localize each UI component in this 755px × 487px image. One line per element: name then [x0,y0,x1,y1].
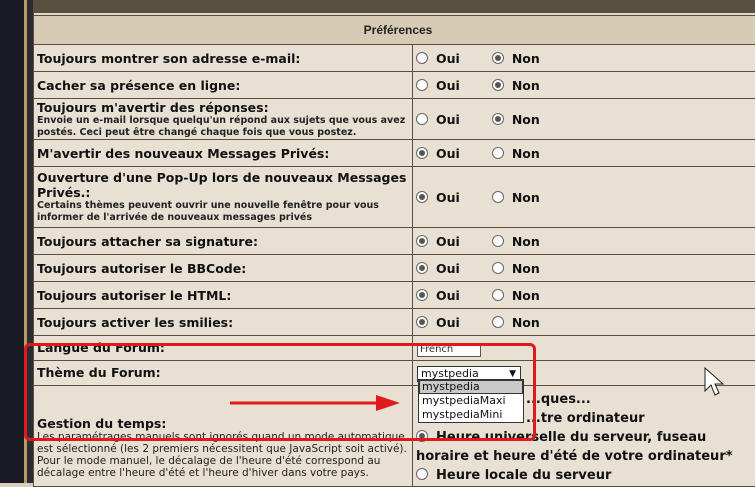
oui-radio[interactable] [416,262,428,274]
oui-label: Oui [436,287,460,303]
time-description: Les paramétrages manuels sont ignorés quand un mode automatique est sélectionné (les 2 premiers nécessitent que JavaScript soit activé). Pour le mode manuel, le décalage de l'heure d'été correspond au décalage entre l'heure d'été et l'heure d'hiver dans votre pays. [37,431,407,479]
oui-label: Oui [436,233,460,249]
non-radio[interactable] [492,235,504,247]
oui-label: Oui [436,260,460,276]
language-select[interactable]: French [417,343,481,357]
non-radio[interactable] [492,262,504,274]
non-label: Non [511,233,540,249]
preference-label: Toujours autoriser le HTML: [37,287,232,303]
time-option-3[interactable]: Heure universelle du serveur, fuseau horaire et heure d'été de votre ordinateur* [416,430,733,464]
preference-row [34,228,755,254]
non-label: Non [511,111,540,127]
oui-label: Oui [436,77,460,93]
preference-label: Toujours activer les smilies: [37,314,234,330]
time-option-1: ...ques... [526,392,591,407]
time-option-4-radio[interactable] [416,468,428,480]
preference-row [34,45,755,71]
annotation-arrow-icon [230,392,410,414]
non-label: Non [511,77,540,93]
oui-radio[interactable] [416,289,428,301]
non-radio[interactable] [492,52,504,64]
page-left-margin [0,0,24,483]
preference-description: Certains thèmes peuvent ouvrir une nouvelle fenêtre pour vous informer de l'arrivée de nouveaux messages privés [37,200,379,223]
preference-label: Cacher sa présence en ligne: [37,77,241,93]
oui-radio[interactable] [416,316,428,328]
non-radio[interactable] [492,147,504,159]
oui-radio[interactable] [416,52,428,64]
non-label: Non [511,314,540,330]
preference-label: Toujours m'avertir des réponses: [37,99,269,115]
non-label: Non [511,189,540,205]
section-title: Préférences [34,16,755,44]
preference-label: M'avertir des nouveaux Messages Privés: [37,145,330,161]
non-label: Non [511,260,540,276]
theme-option[interactable]: mystpediaMaxi [422,394,506,407]
non-radio[interactable] [492,289,504,301]
non-radio[interactable] [492,113,504,125]
theme-option[interactable]: mystpedia [419,380,523,394]
preference-description: Envoie un e-mail lorsque quelqu'un répond aux sujets que vous avez postés. Ceci peut être changé chaque fois que vous postez. [37,114,406,138]
non-label: Non [511,50,540,66]
non-label: Non [511,145,540,161]
time-option-2: ...tre ordinateur [526,411,645,426]
oui-radio[interactable] [416,147,428,159]
oui-label: Oui [436,111,460,127]
non-radio[interactable] [492,316,504,328]
preference-row [34,255,755,281]
time-option-4[interactable]: Heure locale du serveur [416,466,755,485]
preference-row [34,99,755,139]
preference-label: Ouverture d'une Pop-Up lors de nouveaux Messages Privés.: [37,170,407,200]
oui-label: Oui [436,314,460,330]
non-label: Non [511,287,540,303]
preference-label: Toujours autoriser le BBCode: [37,260,247,276]
oui-radio[interactable] [416,79,428,91]
oui-label: Oui [436,50,460,66]
oui-radio[interactable] [416,235,428,247]
theme-label: Thème du Forum: [37,365,161,380]
time-label: Gestion du temps: [37,416,167,431]
oui-label: Oui [436,189,460,205]
non-radio[interactable] [492,79,504,91]
theme-option[interactable]: mystpediaMini [422,408,503,421]
chevron-down-icon: ▼ [509,368,516,379]
mouse-cursor-icon [704,367,726,399]
preference-row [34,282,755,308]
non-radio[interactable] [492,191,504,203]
preference-row [34,140,755,166]
preference-row [34,72,755,98]
preference-row [34,309,755,335]
preference-label: Toujours montrer son adresse e-mail: [37,50,301,66]
preference-row [34,167,755,227]
oui-radio[interactable] [416,191,428,203]
preference-label: Toujours attacher sa signature: [37,233,258,249]
oui-radio[interactable] [416,113,428,125]
language-label: Langue du Forum: [37,340,165,355]
theme-select-value: mystpedia [421,366,479,380]
oui-label: Oui [436,145,460,161]
